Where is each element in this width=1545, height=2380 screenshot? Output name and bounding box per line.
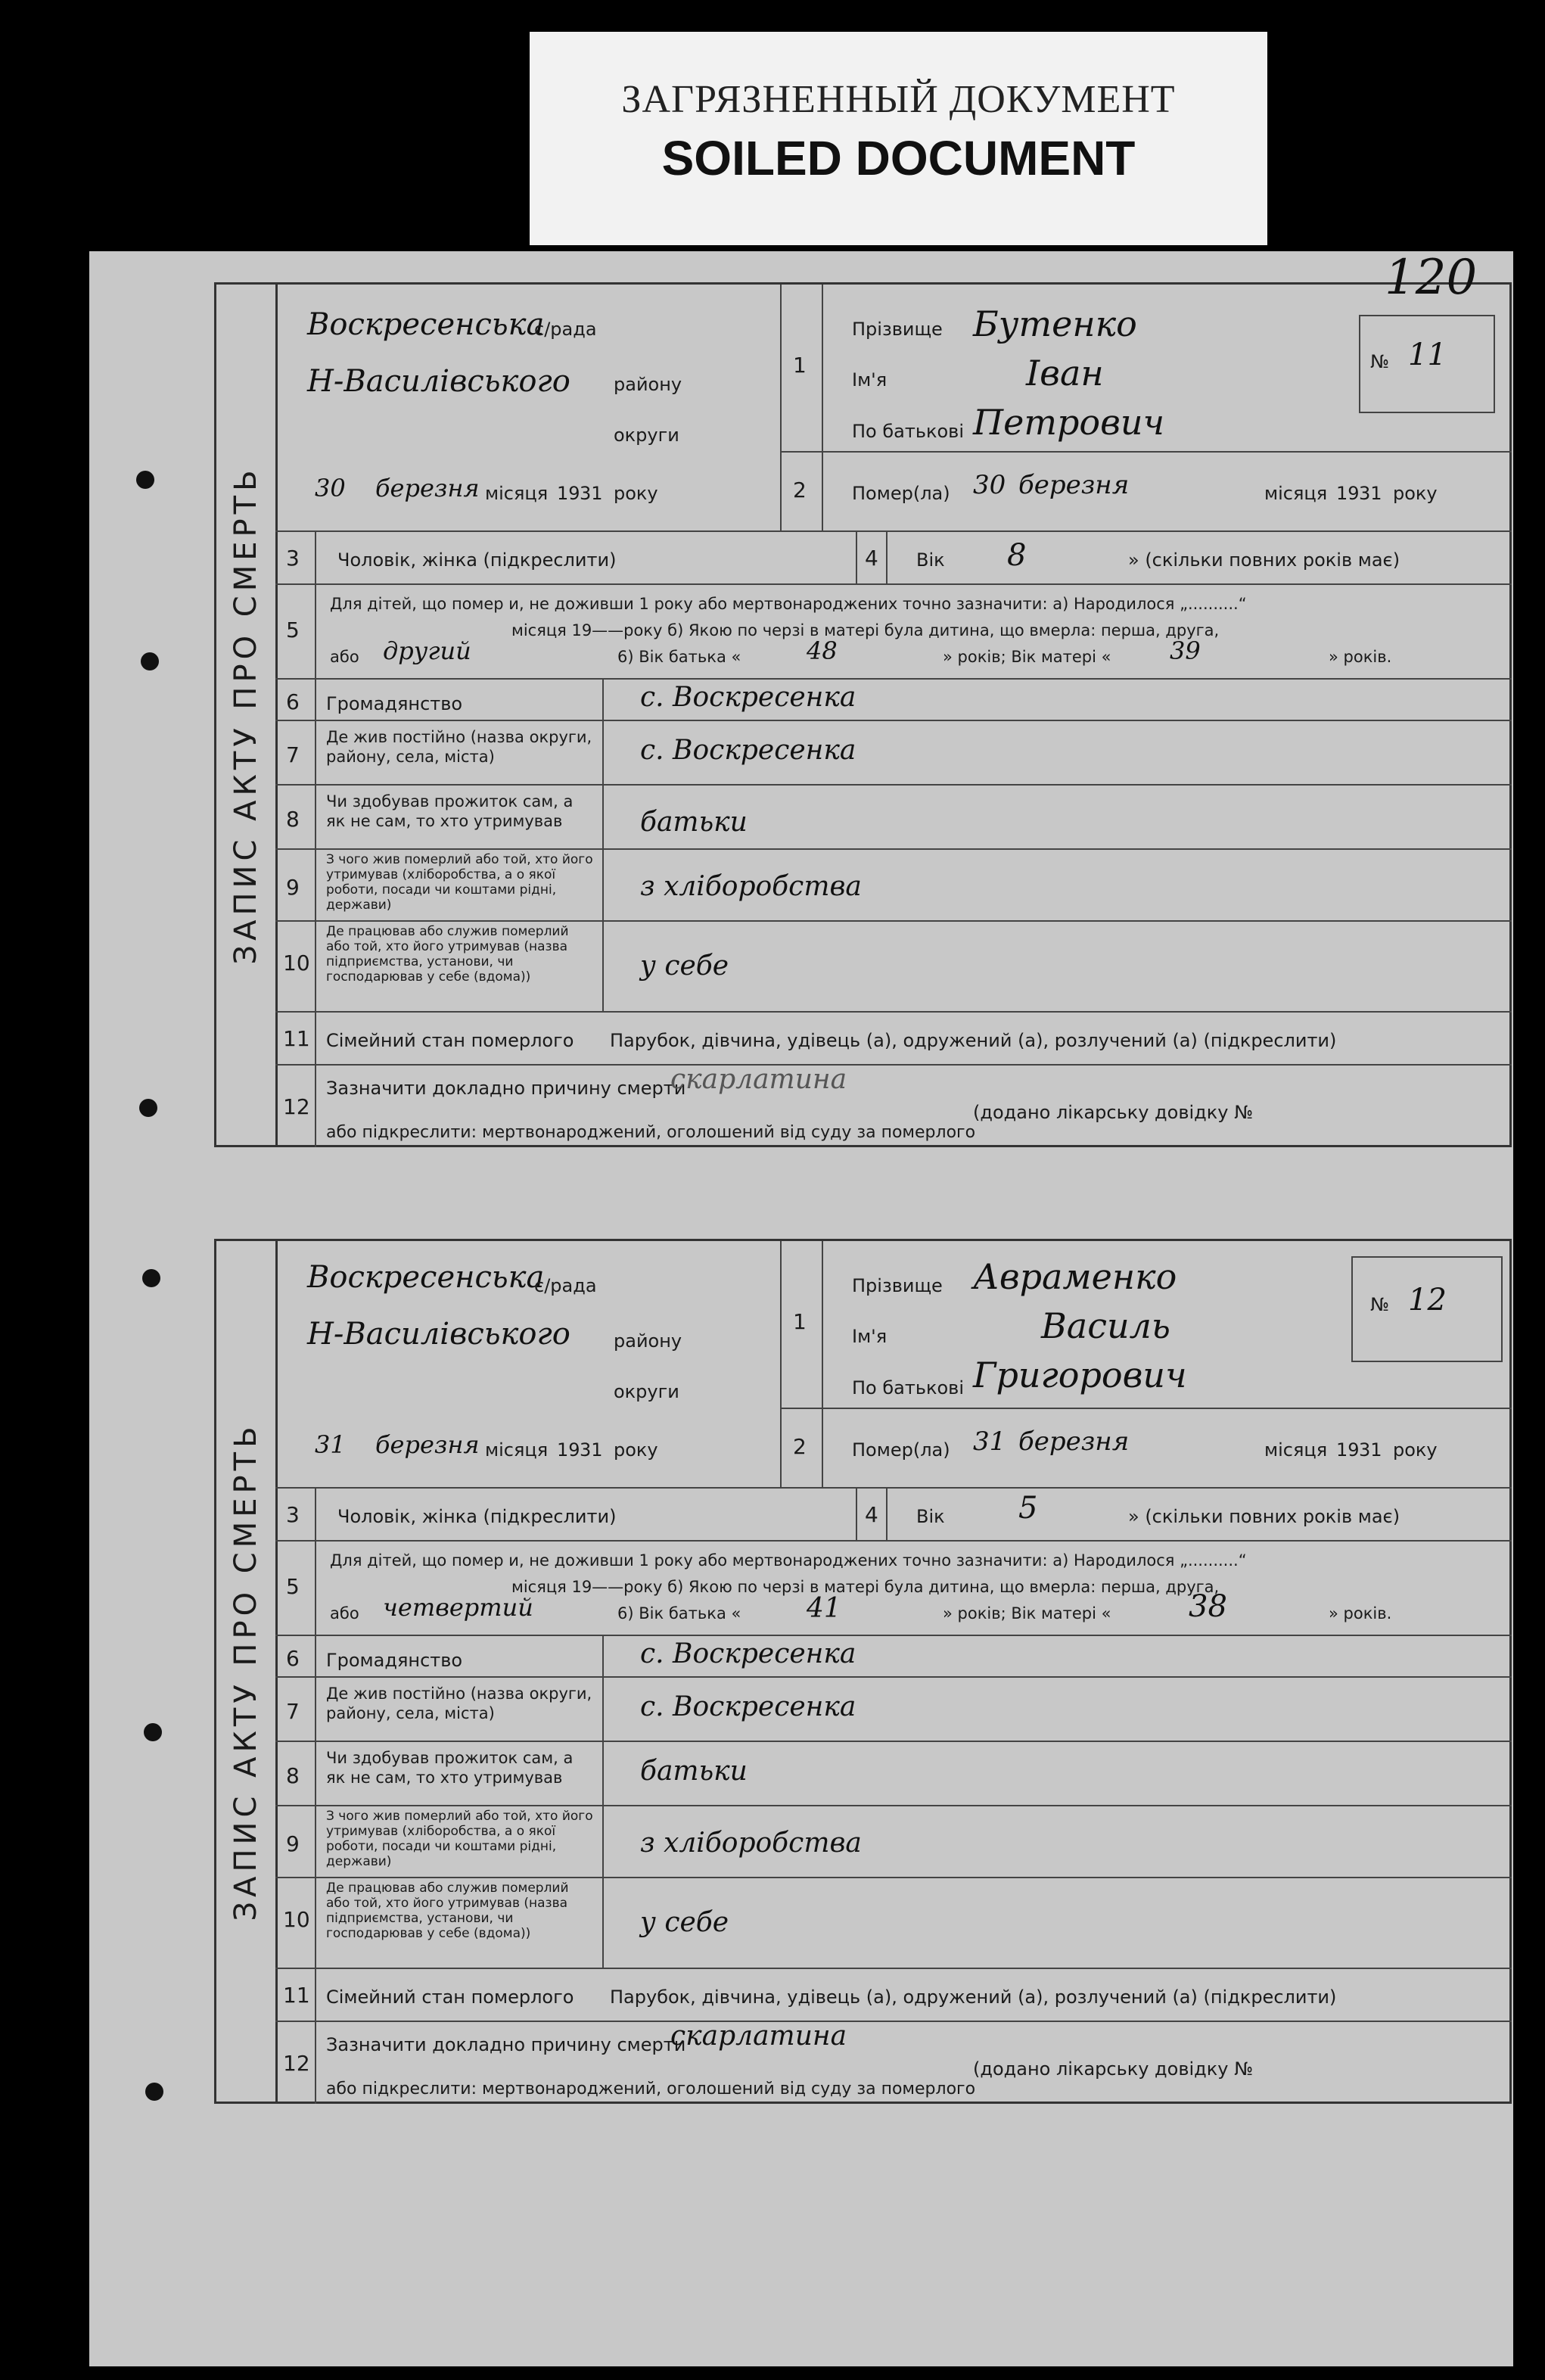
or-label: або підкреслити: мертвонароджений, оголошений від суду за померлого: [326, 1123, 976, 1142]
died-day: 31: [973, 1426, 1006, 1457]
year-prefix: 19: [557, 483, 580, 504]
name-value: Іван: [1026, 353, 1104, 394]
row-number: 7: [286, 742, 300, 767]
children-line-3a: або: [330, 1604, 359, 1622]
citizenship-label: Громадянство: [326, 1650, 463, 1671]
died-month: березня: [1018, 470, 1130, 500]
cert-label: (додано лікарську довідку №: [973, 2058, 1254, 2080]
citizenship-value: с. Воскресенка: [640, 1638, 856, 1669]
year: 31: [1359, 1439, 1382, 1461]
year-word: року: [1393, 1439, 1438, 1461]
residence-value: с. Воскресенка: [640, 735, 856, 766]
label-english: SOILED DOCUMENT: [661, 131, 1136, 185]
livelihood-value: батьки: [640, 1756, 748, 1787]
children-line-3d: » років.: [1329, 648, 1392, 666]
source-label: З чого жив померлий або той, хто його утримував (хліборобства, а о якої роботи, посади чи коштами рідні, держави): [326, 852, 593, 913]
raion-suffix: району: [614, 374, 682, 395]
citizenship-label: Громадянство: [326, 693, 463, 714]
children-line-2: місяця 19——року б) Якою по черзі в матері була дитина, що вмерла: перша, друга,: [511, 1578, 1220, 1596]
cause-label: Зазначити докладно причину смерти: [326, 2034, 686, 2055]
patronymic-value: Петрович: [973, 402, 1165, 443]
row-number: 12: [283, 2051, 310, 2076]
row-number: 5: [286, 618, 300, 642]
marital-options: Парубок, дівчина, удівець (а), одружений (а), розлучений (а) (підкреслити): [610, 1986, 1337, 2008]
surname-value: Авраменко: [973, 1256, 1177, 1297]
row-number: 4: [865, 1502, 878, 1527]
work-label: Де працював або служив померлий або той, хто його утримував (назва підприємства, установи, чи господарював у себе (вдома)): [326, 1881, 569, 1941]
mother-age: 38: [1189, 1589, 1227, 1624]
okruh-suffix: округи: [614, 425, 679, 446]
label-ukrainian: ЗАГРЯЗНЕННЫЙ ДОКУМЕНТ: [621, 78, 1176, 121]
month-word: місяця: [485, 483, 549, 504]
work-label: Де працював або служив померлий або той, хто його утримував (назва підприємства, установи, чи господарював у себе (вдома)): [326, 924, 569, 985]
child-order: четвертий: [383, 1593, 533, 1622]
reg-day: 30: [315, 474, 346, 502]
work-value: у себе: [640, 1907, 729, 1938]
binder-hole-icon: [141, 652, 159, 670]
livelihood-label: Чи здобував прожиток сам, а як не сам, то хто утримував: [326, 792, 574, 830]
row-number: 6: [286, 689, 300, 714]
children-line-3b: 6) Вік батька «: [617, 648, 741, 666]
marital-options: Парубок, дівчина, удівець (а), одружений (а), розлучений (а) (підкреслити): [610, 1030, 1337, 1051]
year: 31: [1359, 483, 1382, 504]
row-number: 3: [286, 1502, 300, 1527]
source-label: З чого жив померлий або той, хто його утримував (хліборобства, а о якої роботи, посади чи коштами рідні, держави): [326, 1809, 593, 1869]
patronymic-value: Григорович: [973, 1355, 1187, 1395]
number-label: №: [1370, 1294, 1389, 1315]
year-prefix: 19: [1336, 1439, 1360, 1461]
row-number: 8: [286, 807, 300, 832]
cause-value: скарлатина: [670, 2021, 847, 2052]
month-word: місяця: [485, 1439, 549, 1461]
record-number: 11: [1408, 338, 1447, 372]
year-word: року: [614, 1439, 658, 1461]
raion-name: Н-Василівського: [307, 1317, 570, 1352]
death-record-2: [214, 1239, 1512, 2104]
marital-label: Сімейний стан померлого: [326, 1986, 574, 2008]
children-line-3d: » років.: [1329, 1604, 1392, 1622]
row-number: 2: [793, 478, 807, 502]
month-word: місяця: [1264, 483, 1328, 504]
binder-hole-icon: [139, 1099, 157, 1117]
row-number: 7: [286, 1699, 300, 1724]
surname-label: Прізвище: [852, 319, 943, 340]
month-word: місяця: [1264, 1439, 1328, 1461]
age-suffix: » (скільки повних років має): [1128, 1506, 1400, 1527]
binder-hole-icon: [142, 1269, 160, 1287]
children-line-2: місяця 19——року б) Якою по черзі в матері була дитина, що вмерла: перша, друга,: [511, 621, 1220, 639]
soiled-document-label: [530, 32, 1267, 245]
row-number: 3: [286, 546, 300, 571]
side-title: ЗАПИС АКТУ ПРО СМЕРТЬ: [216, 285, 278, 1145]
reg-month: березня: [375, 1430, 480, 1459]
surname-label: Прізвище: [852, 1275, 943, 1296]
binder-hole-icon: [144, 1723, 162, 1741]
row-number: 11: [283, 1983, 310, 2008]
father-age: 41: [807, 1593, 841, 1624]
record-number: 12: [1408, 1283, 1447, 1318]
row-number: 9: [286, 1831, 300, 1856]
died-label: Помер(ла): [852, 1439, 950, 1461]
rada-name: Воскресенська: [307, 307, 545, 342]
rada-name: Воскресенська: [307, 1260, 545, 1295]
surname-value: Бутенко: [973, 303, 1137, 344]
children-line-1: Для дітей, що помер и, не доживши 1 року або мертвонароджених точно зазначити: а) Народилося „..........“: [330, 1551, 1247, 1570]
father-age: 48: [807, 636, 838, 665]
age-label: Вік: [916, 549, 945, 571]
row-number: 10: [283, 1907, 310, 1932]
children-line-3a: або: [330, 648, 359, 666]
year-prefix: 19: [1336, 483, 1360, 504]
mother-age: 39: [1170, 636, 1201, 665]
sex-label: Чоловік, жінка (підкреслити): [337, 1506, 617, 1527]
row-number: 1: [793, 353, 807, 378]
row-number: 11: [283, 1026, 310, 1051]
reg-month: березня: [375, 474, 480, 502]
rada-suffix: с/рада: [534, 1275, 597, 1296]
row-number: 10: [283, 950, 310, 975]
patronymic-label: По батькові: [852, 1377, 964, 1398]
cert-label: (додано лікарську довідку №: [973, 1102, 1254, 1123]
name-label: Ім'я: [852, 1326, 888, 1347]
row-number: 12: [283, 1094, 310, 1119]
year-word: року: [1393, 483, 1438, 504]
raion-suffix: району: [614, 1330, 682, 1352]
work-value: у себе: [640, 950, 729, 982]
age-value: 8: [1007, 538, 1027, 573]
row-number: 9: [286, 875, 300, 900]
death-record-1: [214, 282, 1512, 1147]
children-line-1: Для дітей, що помер и, не доживши 1 року або мертвонароджених точно зазначити: а) Народилося „..........“: [330, 595, 1247, 613]
row-number: 4: [865, 546, 878, 571]
child-order: другий: [383, 636, 471, 665]
number-label: №: [1370, 351, 1389, 372]
marital-label: Сімейний стан померлого: [326, 1030, 574, 1051]
row-number: 1: [793, 1309, 807, 1334]
row-number: 5: [286, 1574, 300, 1599]
died-month: березня: [1018, 1426, 1130, 1457]
citizenship-value: с. Воскресенка: [640, 682, 856, 713]
source-value: з хліборобства: [640, 871, 862, 902]
binder-hole-icon: [145, 2083, 163, 2101]
row-number: 6: [286, 1646, 300, 1671]
children-line-3c: » років; Вік матері «: [943, 648, 1111, 666]
source-value: з хліборобства: [640, 1828, 862, 1859]
row-number: 8: [286, 1763, 300, 1788]
livelihood-label: Чи здобував прожиток сам, а як не сам, то хто утримував: [326, 1749, 574, 1787]
livelihood-value: батьки: [640, 807, 748, 838]
cause-label: Зазначити докладно причину смерти: [326, 1078, 686, 1099]
residence-label: Де жив постійно (назва округи, району, села, міста): [326, 728, 592, 766]
year-prefix: 19: [557, 1439, 580, 1461]
reg-day: 31: [315, 1430, 346, 1459]
side-title: ЗАПИС АКТУ ПРО СМЕРТЬ: [216, 1241, 278, 2102]
okruh-suffix: округи: [614, 1381, 679, 1402]
register-page: [89, 251, 1513, 2366]
sex-label: Чоловік, жінка (підкреслити): [337, 549, 617, 571]
year-word: року: [614, 483, 658, 504]
year: 31: [580, 1439, 603, 1461]
residence-label: Де жив постійно (назва округи, району, села, міста): [326, 1685, 592, 1722]
name-label: Ім'я: [852, 369, 888, 390]
children-line-3b: 6) Вік батька «: [617, 1604, 741, 1622]
raion-name: Н-Василівського: [307, 364, 570, 399]
year: 31: [580, 483, 603, 504]
residence-value: с. Воскресенка: [640, 1691, 856, 1722]
row-number: 2: [793, 1434, 807, 1459]
age-value: 5: [1018, 1491, 1038, 1526]
age-label: Вік: [916, 1506, 945, 1527]
died-label: Помер(ла): [852, 483, 950, 504]
name-value: Василь: [1041, 1305, 1170, 1346]
died-day: 30: [973, 470, 1006, 500]
rada-suffix: с/рада: [534, 319, 597, 340]
age-suffix: » (скільки повних років має): [1128, 549, 1400, 571]
children-line-3c: » років; Вік матері «: [943, 1604, 1111, 1622]
cause-value: скарлатина: [670, 1064, 847, 1095]
or-label: або підкреслити: мертвонароджений, оголошений від суду за померлого: [326, 2080, 976, 2098]
page-number: 120: [1385, 250, 1478, 306]
patronymic-label: По батькові: [852, 421, 964, 442]
binder-hole-icon: [136, 471, 154, 489]
